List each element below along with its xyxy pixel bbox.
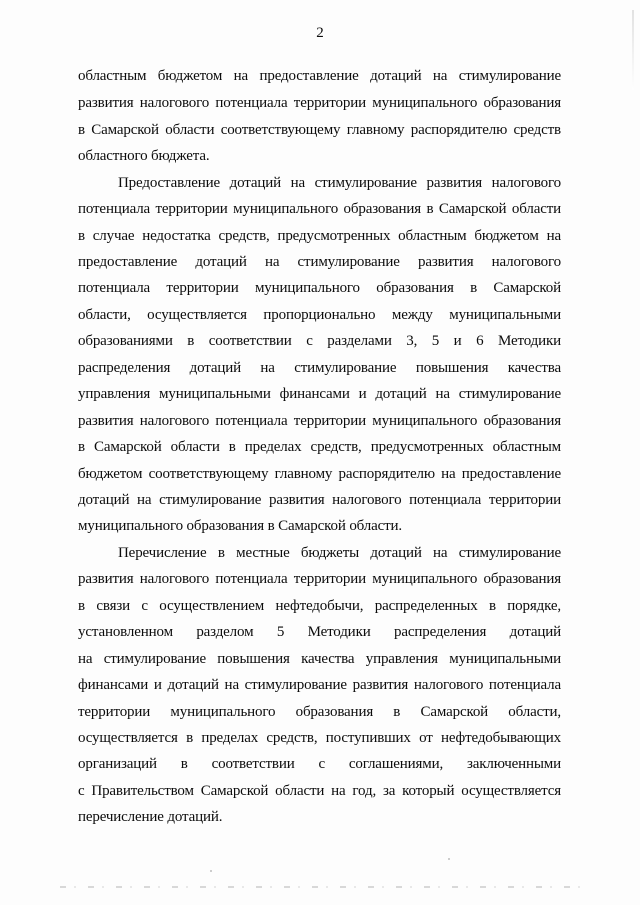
text-line: осуществляется в пределах средств, поступивших от нефтедобывающих bbox=[78, 730, 561, 746]
text-line: финансами и дотаций на стимулирование развития налогового потенциала bbox=[78, 677, 561, 693]
text-line: организаций в соответствии с соглашениями, заключенными bbox=[78, 756, 561, 772]
text-line: в Самарской области в пределах средств, предусмотренных областным bbox=[78, 439, 561, 455]
text-line: дотаций на стимулирование развития налогового потенциала территории bbox=[78, 492, 561, 508]
text-line: Перечисление в местные бюджеты дотаций на стимулирование bbox=[118, 545, 561, 561]
text-line: бюджетом соответствующему главному распорядителю на предоставление bbox=[78, 466, 561, 482]
text-line: в случае недостатка средств, предусмотренных областным бюджетом на bbox=[78, 228, 561, 244]
text-line: Предоставление дотаций на стимулирование развития налогового bbox=[118, 175, 561, 191]
text-line: на стимулирование повышения качества управления муниципальными bbox=[78, 651, 561, 667]
text-line: развития налогового потенциала территории муниципального образования bbox=[78, 95, 561, 111]
text-line: образованиями в соответствии с разделами 3, 5 и 6 Методики bbox=[78, 333, 561, 349]
text-line: территории муниципального образования в Самарской области, bbox=[78, 704, 561, 720]
text-line: потенциала территории муниципального образования в Самарской bbox=[78, 280, 561, 296]
scan-speck bbox=[210, 870, 212, 872]
scan-edge-mark bbox=[632, 10, 634, 90]
text-line: в Самарской области соответствующему главному распорядителю средств bbox=[78, 122, 561, 138]
scan-speck bbox=[448, 858, 450, 860]
text-line: области, осуществляется пропорционально между муниципальными bbox=[78, 307, 561, 323]
text-line: развития налогового потенциала территории муниципального образования bbox=[78, 413, 561, 429]
text-line: с Правительством Самарской области на год, за который осуществляется bbox=[78, 783, 561, 799]
text-line: областного бюджета. bbox=[78, 148, 210, 164]
text-line: в связи с осуществлением нефтедобычи, распределенных в порядке, bbox=[78, 598, 561, 614]
text-line: муниципального образования в Самарской области. bbox=[78, 518, 403, 534]
text-line: перечисление дотаций. bbox=[78, 809, 223, 825]
text-line: предоставление дотаций на стимулирование развития налогового bbox=[78, 254, 561, 270]
scan-artifact-strip bbox=[60, 886, 580, 888]
page-number: 2 bbox=[316, 25, 324, 41]
text-line: установленном разделом 5 Методики распределения дотаций bbox=[78, 624, 561, 640]
text-line: областным бюджетом на предоставление дотаций на стимулирование bbox=[78, 68, 561, 84]
text-line: распределения дотаций на стимулирование повышения качества bbox=[78, 360, 561, 376]
text-line: управления муниципальными финансами и дотаций на стимулирование bbox=[78, 386, 561, 402]
text-line: развития налогового потенциала территории муниципального образования bbox=[78, 571, 561, 587]
text-line: потенциала территории муниципального образования в Самарской области bbox=[78, 201, 561, 217]
